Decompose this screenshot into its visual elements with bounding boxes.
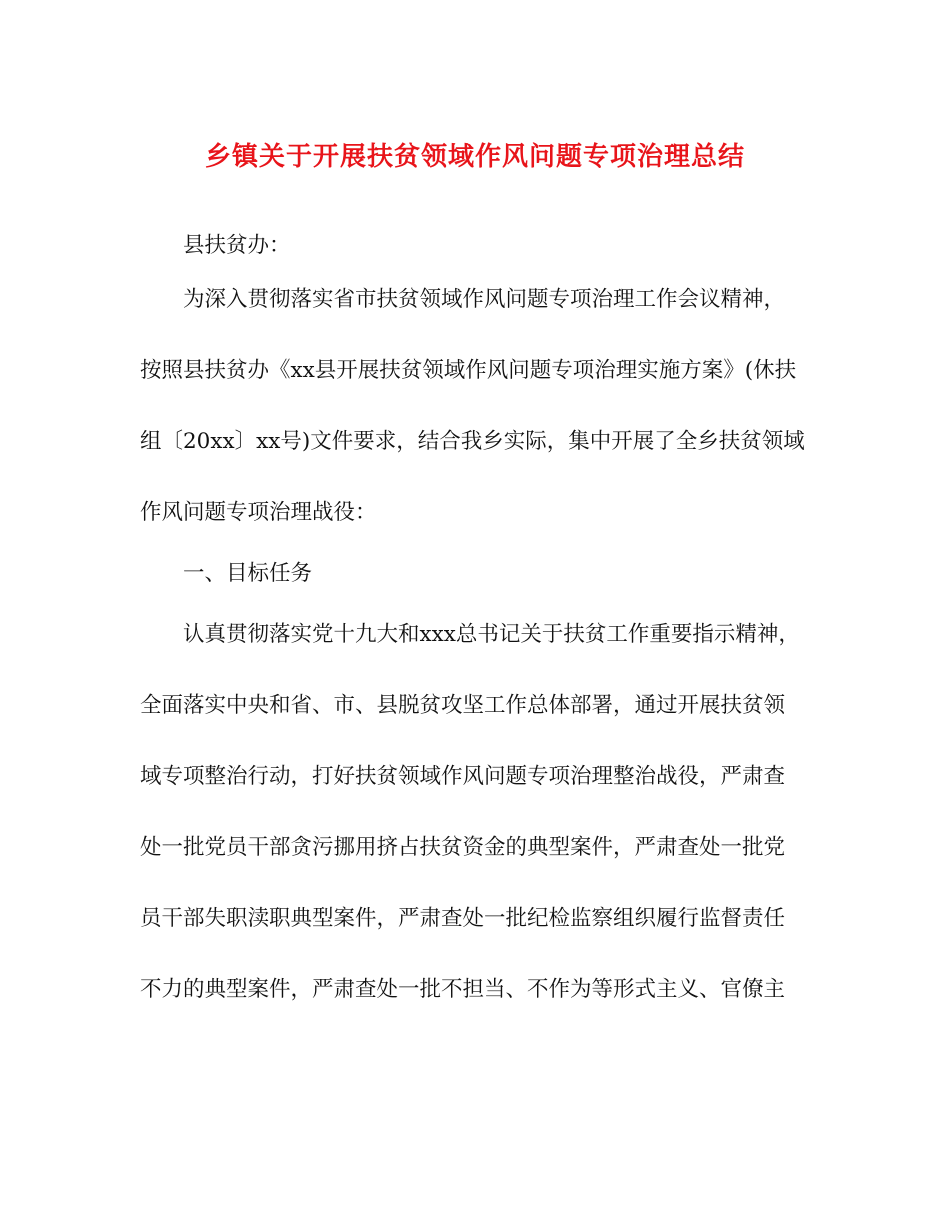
paragraph-line: 域专项整治行动，打好扶贫领域作风问题专项治理整治战役，严肃查	[140, 764, 786, 789]
paragraph-line: 按照县扶贫办《xx县开展扶贫领域作风问题专项治理实施方案》(休扶	[140, 358, 797, 383]
document-title: 乡镇关于开展扶贫领域作风问题专项治理总结	[204, 142, 745, 172]
salutation: 县扶贫办：	[183, 233, 291, 258]
paragraph-line: 处一批党员干部贪污挪用挤占扶贫资金的典型案件，严肃查处一批党	[140, 835, 786, 860]
paragraph-line: 不力的典型案件，严肃查处一批不担当、不作为等形式主义、官僚主	[140, 977, 786, 1002]
paragraph-line: 全面落实中央和省、市、县脱贫攻坚工作总体部署，通过开展扶贫领	[140, 693, 786, 718]
section-heading: 一、目标任务	[183, 561, 313, 586]
paragraph-line: 认真贯彻落实党十九大和xxx总书记关于扶贫工作重要指示精神，	[183, 622, 800, 647]
paragraph-line: 组〔20xx〕xx号)文件要求，结合我乡实际，集中开展了全乡扶贫领域	[140, 429, 805, 454]
paragraph-line: 为深入贯彻落实省市扶贫领域作风问题专项治理工作会议精神，	[183, 287, 786, 312]
paragraph-line: 作风问题专项治理战役：	[140, 500, 377, 525]
paragraph-line: 员干部失职渎职典型案件，严肃查处一批纪检监察组织履行监督责任	[140, 906, 786, 931]
